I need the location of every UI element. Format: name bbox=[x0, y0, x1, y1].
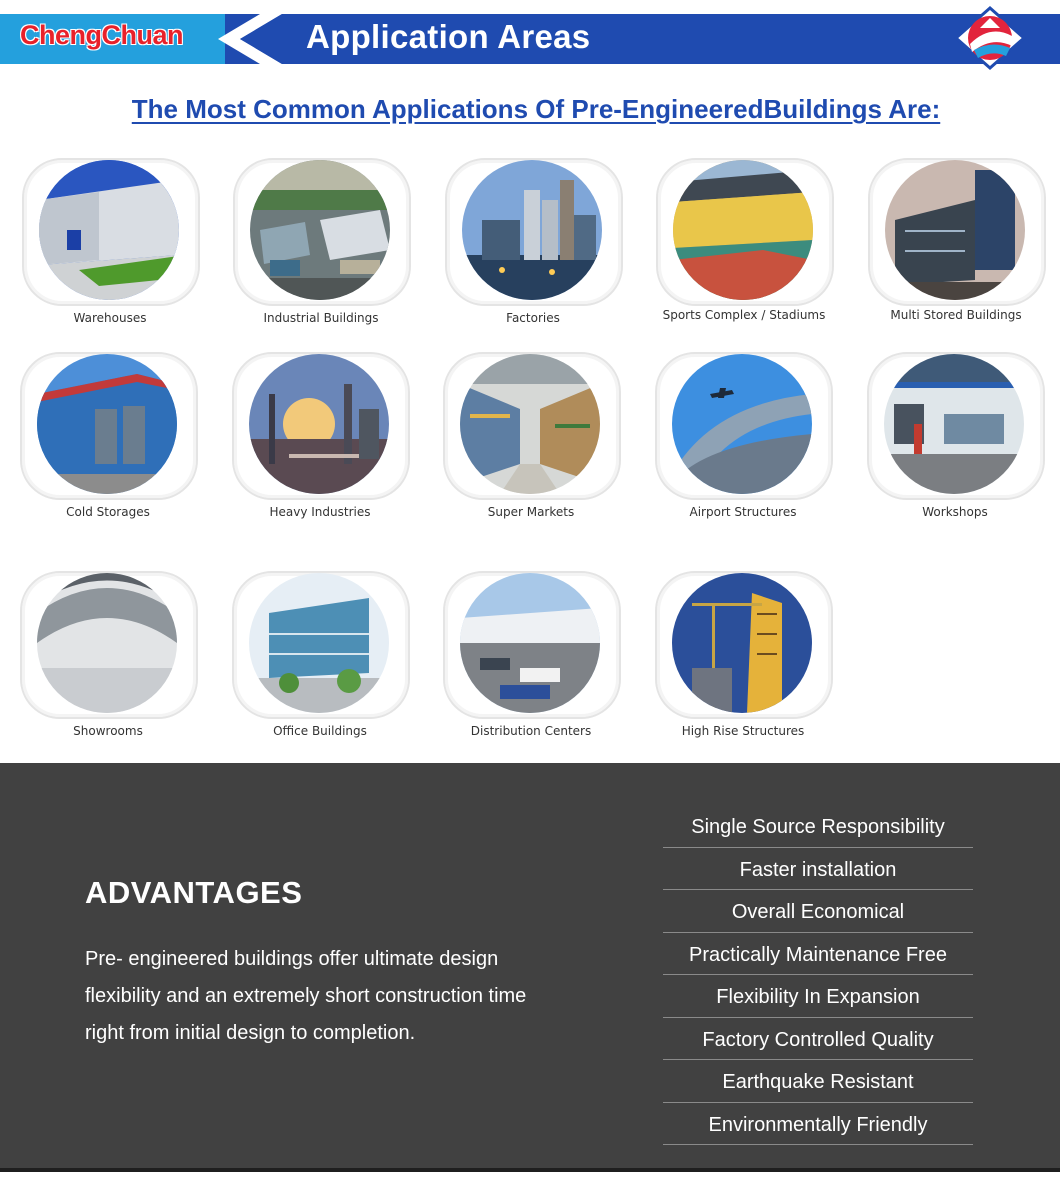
advantage-item: Practically Maintenance Free bbox=[663, 933, 973, 976]
advantages-list bbox=[663, 805, 973, 1145]
supermarket-photo bbox=[460, 354, 600, 494]
caption-label: High Rise Structures bbox=[681, 724, 805, 738]
caption-label: Factories bbox=[506, 311, 560, 325]
stadium-photo bbox=[673, 160, 813, 300]
heavy-industry-photo bbox=[249, 354, 389, 494]
cold-storage-photo bbox=[37, 354, 177, 494]
advantages-title: ADVANTAGES bbox=[85, 875, 303, 910]
section-subtitle: The Most Common Applications Of Pre-EngineeredBuildings Are: bbox=[131, 94, 941, 124]
warehouse-photo bbox=[39, 160, 179, 300]
showroom-photo bbox=[37, 573, 177, 713]
caption-label: Multi Stored Buildings bbox=[890, 308, 1022, 322]
advantage-item: Overall Economical bbox=[663, 890, 973, 933]
multi-storey-building-photo bbox=[885, 160, 1025, 300]
bottom-divider bbox=[0, 1168, 1060, 1172]
advantages-description: Pre- engineered buildings offer ultimate design flexibility and an extremely short construction time right from initial design to completion. bbox=[85, 948, 527, 1044]
chevron-arrow-icon bbox=[210, 14, 300, 64]
caption-label: Showrooms bbox=[73, 724, 143, 738]
factory-photo bbox=[462, 160, 602, 300]
advantage-item: Earthquake Resistant bbox=[663, 1060, 973, 1103]
advantage-item: Flexibility In Expansion bbox=[663, 975, 973, 1018]
advantage-item: Factory Controlled Quality bbox=[663, 1018, 973, 1061]
advantages-section bbox=[0, 763, 1060, 1168]
industrial-buildings-photo bbox=[250, 160, 390, 300]
header-banner bbox=[0, 0, 1060, 80]
caption-label: Workshops bbox=[922, 505, 988, 519]
chengchuan-logo-icon bbox=[950, 6, 1030, 70]
brand-name: ChengChuan bbox=[20, 20, 183, 50]
page-title: Application Areas bbox=[306, 18, 591, 55]
office-building-photo bbox=[249, 573, 389, 713]
caption-label: Cold Storages bbox=[66, 505, 150, 519]
airport-photo bbox=[672, 354, 812, 494]
caption-label: Office Buildings bbox=[273, 724, 367, 738]
high-rise-construction-photo bbox=[672, 573, 812, 713]
workshop-photo bbox=[884, 354, 1024, 494]
caption-label: Heavy Industries bbox=[269, 505, 371, 519]
caption-label: Super Markets bbox=[487, 505, 575, 519]
advantage-item: Faster installation bbox=[663, 848, 973, 891]
caption-label: Industrial Buildings bbox=[263, 311, 379, 325]
caption-label: Airport Structures bbox=[689, 505, 797, 519]
caption-label: Distribution Centers bbox=[470, 724, 592, 738]
distribution-center-photo bbox=[460, 573, 600, 713]
advantage-item: Single Source Responsibility bbox=[663, 805, 973, 848]
caption-label: Sports Complex / Stadiums bbox=[662, 308, 826, 322]
advantage-item: Environmentally Friendly bbox=[663, 1103, 973, 1146]
caption-label: Warehouses bbox=[73, 311, 147, 325]
